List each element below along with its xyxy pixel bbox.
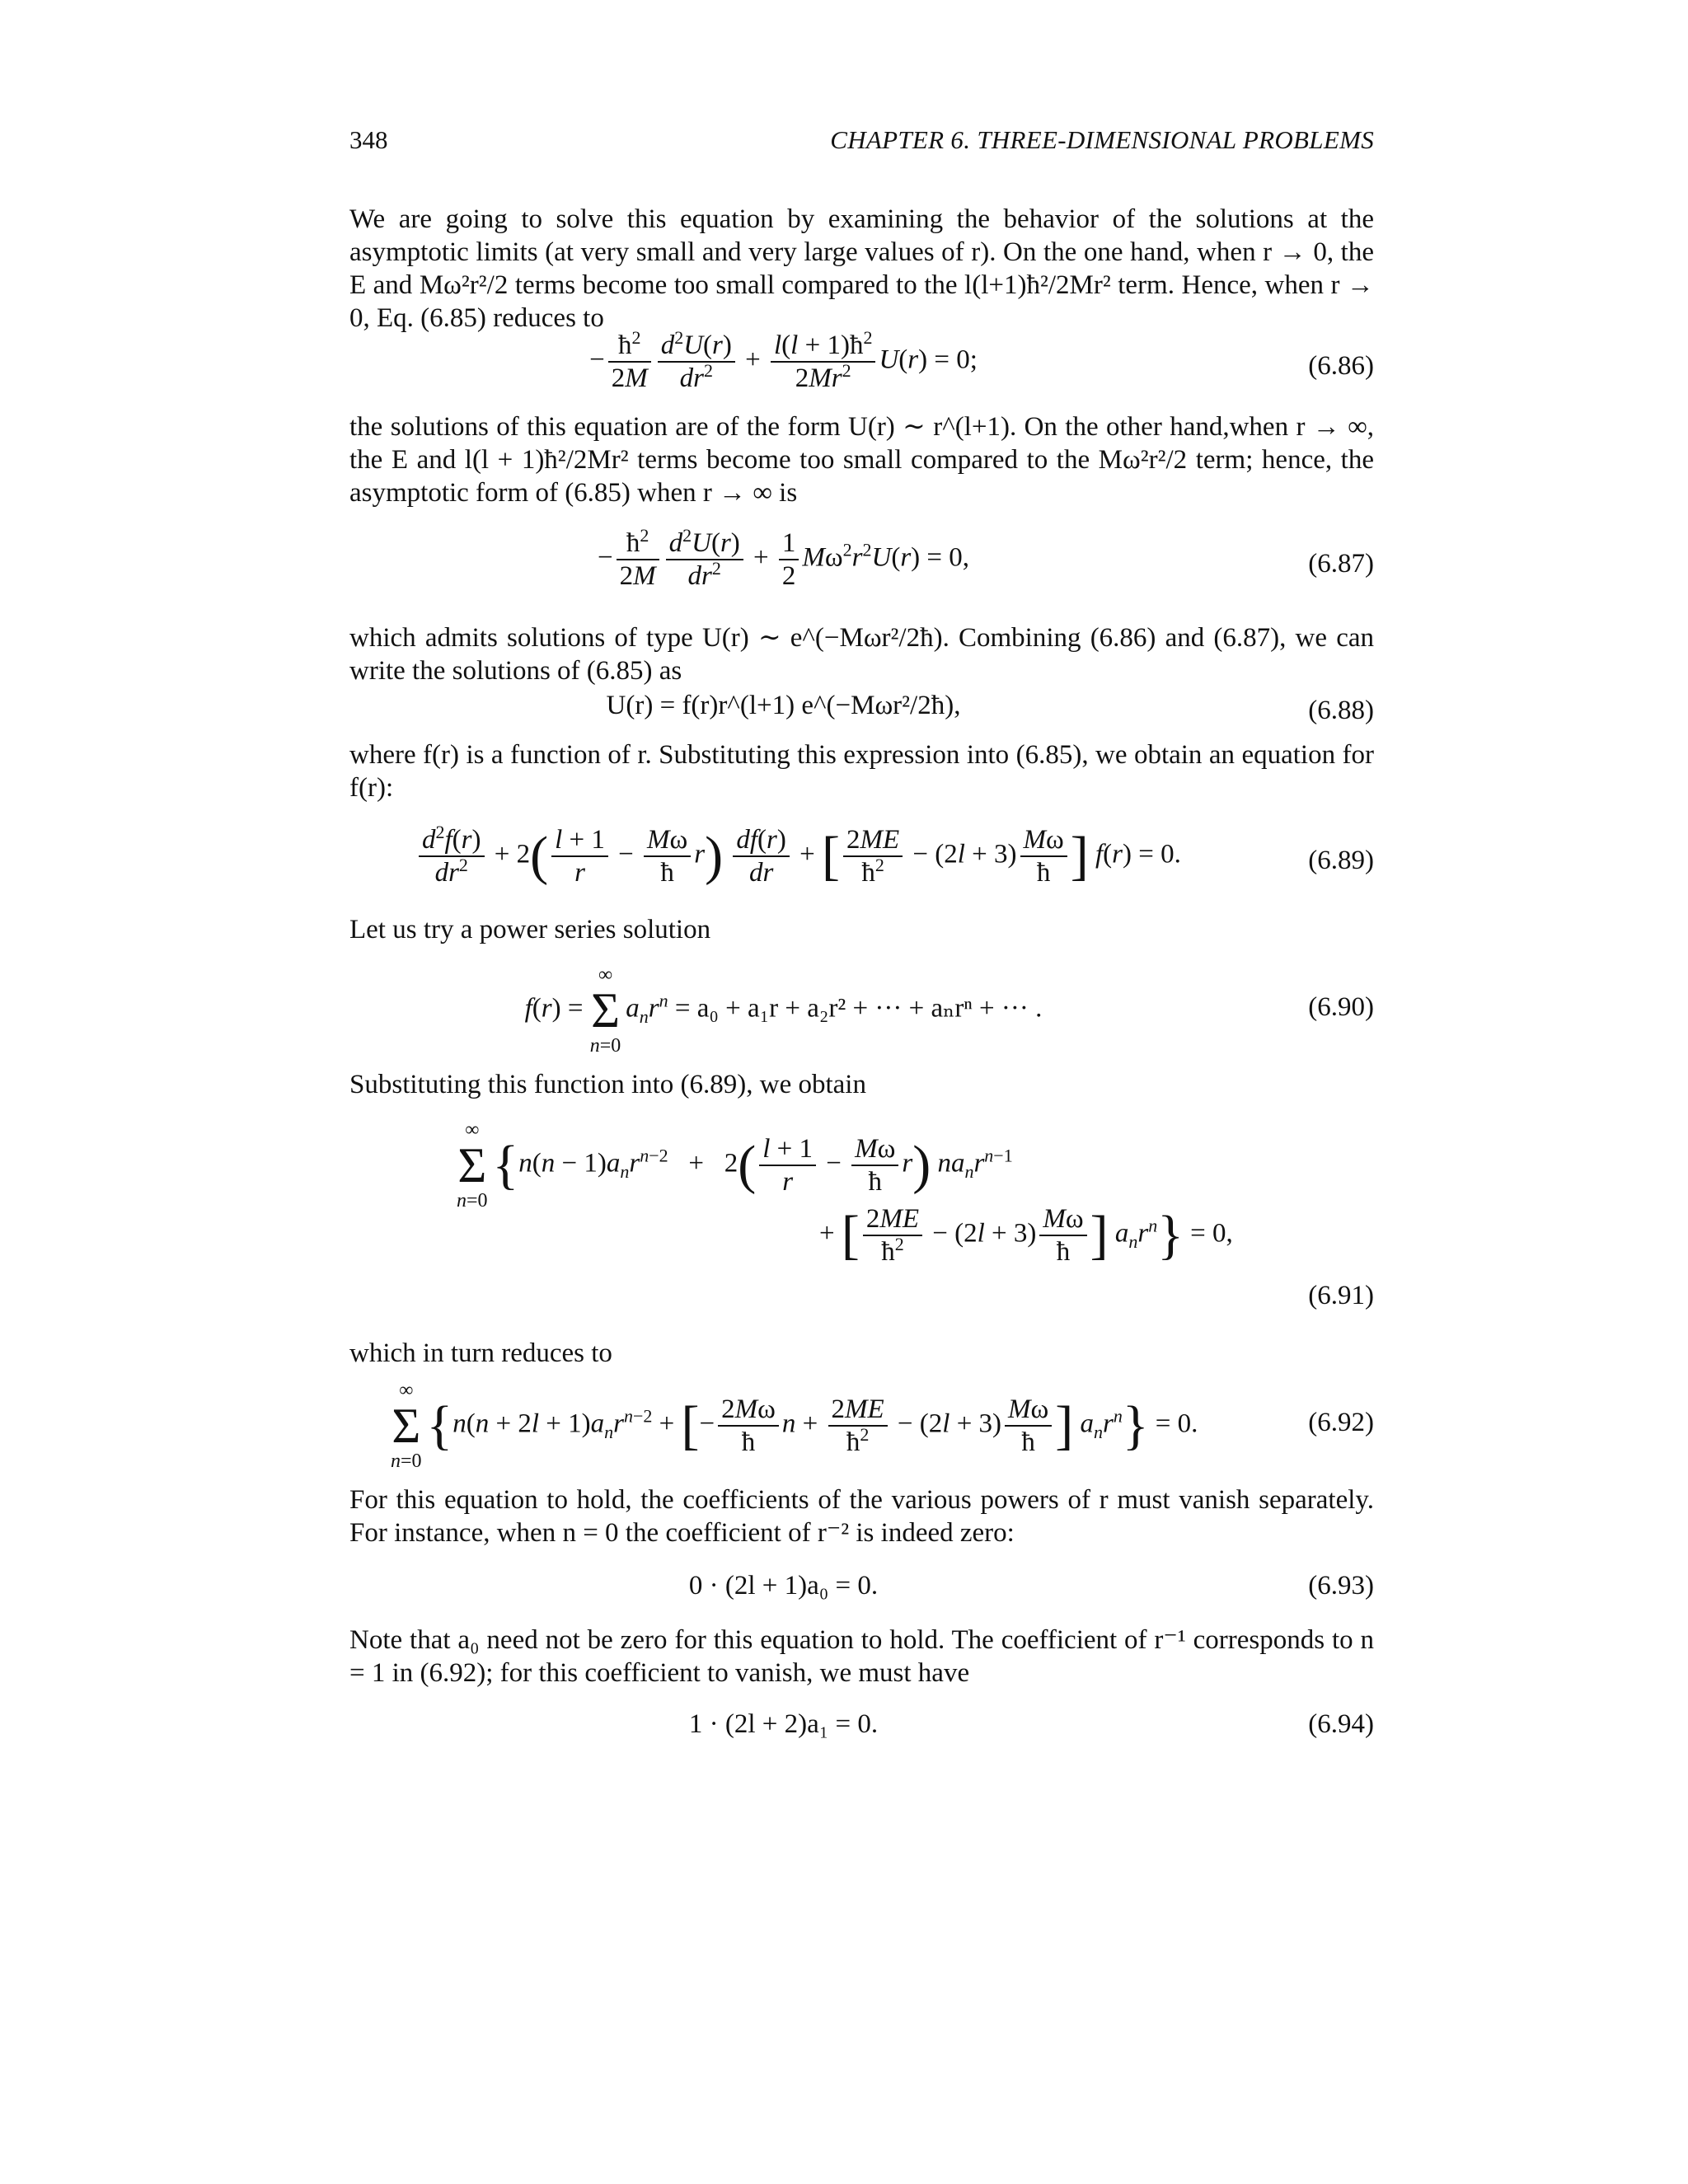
equation-number-6-93: (6.93) <box>1308 1571 1374 1601</box>
equation-6-94 <box>349 1709 1374 1747</box>
equation-6-88-body: U(r) = f(r)r^(l+1) e^(−Mωr²/2ħ), <box>606 691 961 720</box>
equation-number-6-90: (6.90) <box>1308 992 1374 1022</box>
equation-6-92-body: ∞ Σ n=0 {$n(n + 2l + 1)a_nr^{n-2}$ + [− $\frac{2M\omega}{ħ}$ n + $\frac{2ME}{ħ^2}$ − (2l + 3) $\frac{M\omega}{ħ}$ ] $a_nr^n\} = 0$. <box>391 1380 1198 1472</box>
equation-number-6-86: (6.86) <box>1308 351 1374 381</box>
running-header <box>349 125 1374 163</box>
equation-number-6-92: (6.92) <box>1308 1408 1374 1437</box>
equation-number-6-91: (6.91) <box>1308 1281 1374 1310</box>
equation-6-87 <box>349 527 1374 602</box>
paragraph-6: Substituting this function into (6.89), we obtain <box>349 1070 866 1099</box>
chapter-title: CHAPTER 6. THREE-DIMENSIONAL PROBLEMS <box>830 125 1374 154</box>
equation-6-89-body: $\frac{d^2f(r)}{dr^2}$ + 2( $\frac{l + 1}{r}$ − $\frac{M\omega}{ħ}$ r) $\frac{df(r)}{dr}$ + [ $\frac{2ME}{ħ^2}$ − (2l + 3) $\frac{M\omega}{ħ}$ ] f(r) = 0. <box>415 824 1217 888</box>
paragraph-4: where f(r) is a function of r. Substituting this expression into (6.85), we obtain an equation for f(r): <box>349 740 1374 803</box>
page-number: 348 <box>349 125 388 154</box>
equation-6-91 <box>349 1118 1374 1315</box>
equation-6-90-rhs: = a₀ + a₁r + a₂r² + ··· + aₙrⁿ + ··· . <box>674 993 1043 1024</box>
equation-6-90-body: f(r) = ∞ Σ n=0 $a_nr^n = a_0 + a_1r + a_2r^2$ + ··· + aₙrⁿ + ··· . <box>524 964 1043 1057</box>
equation-6-94-body: 1 · (2l + 2)a₁ = 0. <box>688 1709 879 1739</box>
equation-6-91-line-1: ∞ Σ n=0 {$n(n - 1)a_nr^{n-2} + 2$( $\frac{l + 1}{r}$ − $\frac{M\omega}{ħ}$ r) $na_nr^{n-1}$ <box>457 1119 1013 1212</box>
equation-6-89 <box>349 824 1374 907</box>
paragraph-1: We are going to solve this equation by examining the behavior of the solutions at the asymptotic limits (at very small and very large values of r). On the one hand, when r → 0, the E and Mω²r²/2 terms become too small compared to the l(l+1)ħ²/2Mr² term. Hence, when r → 0, Eq. (6.85) reduces to <box>349 204 1374 333</box>
paragraph-8: For this equation to hold, the coefficients of the various powers of r must vanish separately. For instance, when n = 0 the coefficient of r⁻² is indeed zero: <box>349 1485 1374 1548</box>
paragraph-2: the solutions of this equation are of the form U(r) ∼ r^(l+1). On the other hand,when r → ∞, the E and l(l + 1)ħ²/2Mr² terms become too small compared to the Mω²r²/2 term; hence, the asymptotic form of (6.85) when r → ∞ is <box>349 412 1374 508</box>
paragraph-9: Note that a₀ need not be zero for this equation to hold. The coefficient of r⁻¹ corresponds to n = 1 in (6.92); for this coefficient to vanish, we must have <box>349 1625 1374 1688</box>
equation-6-93 <box>349 1571 1374 1609</box>
equation-6-92 <box>349 1378 1374 1472</box>
paragraph-3: which admits solutions of type U(r) ∼ e^(−Mωr²/2ħ). Combining (6.86) and (6.87), we can write the solutions of (6.85) as <box>349 623 1374 686</box>
equation-number-6-94: (6.94) <box>1308 1709 1374 1739</box>
equation-6-86-body: − $\frac{ħ^2}{2M}$ $\frac{d^2U(r)}{dr^2}$ + $\frac{l(l + 1)ħ^2}{2Mr^2}$ U(r) = 0; <box>589 327 978 393</box>
equation-6-91-line-2: + [ $\frac{2ME}{ħ^2}$ − (2l + 3) $\frac{M\omega}{ħ}$ ] $a_nr^n\} = 0$, <box>819 1204 1233 1267</box>
equation-6-86 <box>349 327 1374 404</box>
equation-6-87-body: − $\frac{ħ^2}{2M}$ $\frac{d^2U(r)}{dr^2}$ + $\frac{1}{2}$ $M\omega^2r^2U(r) = 0$, <box>597 525 970 591</box>
paragraph-7: which in turn reduces to <box>349 1338 612 1368</box>
equation-number-6-87: (6.87) <box>1308 549 1374 579</box>
equation-6-88 <box>349 691 1374 729</box>
equation-6-90 <box>349 963 1374 1057</box>
equation-number-6-89: (6.89) <box>1308 846 1374 875</box>
paragraph-5: Let us try a power series solution <box>349 915 711 944</box>
equation-number-6-88: (6.88) <box>1308 696 1374 725</box>
equation-6-93-body: 0 · (2l + 1)a₀ = 0. <box>688 1571 879 1601</box>
